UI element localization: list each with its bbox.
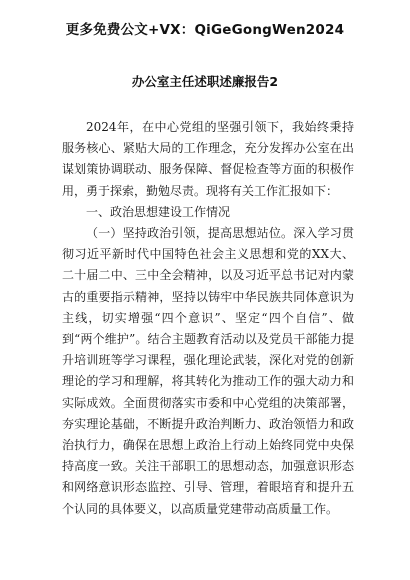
body-paragraph: （一）坚持政治引领，提高思想站位。深入学习贯彻习近平新时代中国特色社会主义思想和党的XX大、二十届二中、三中全会精神，以及习近平总书记对内蒙古的重要指示精神，坚持以铸牢中华民族共同体意识为主线，切实增强“四个意识”、坚定“四个自信”、做到“两个维护”。结合主题教育活动以及党员干部能力提升培训班等学习课程，强化理论武装，深化对党的创新理论的学习和理解，将其转化为推动工作的强大动力和实际成效。全面贯彻落实市委和中心党组的决策部署，夯实理论基础，不断提升政治判断力、政治领悟力和政治执行力，确保在思想上政治上行动上始终同党中央保持高度一致。关注干部职工的思想动态，加强意识形态和网络意识形态监控、引导、管理，着眼培育和提升五个认同的具体要义，以高质量党建带动高质量工作。 (62, 226, 354, 516)
promo-banner: 更多免费公文+VX：QiGeGongWen2024 (65, 22, 345, 38)
intro-paragraph: 2024年，在中心党组的坚强引领下，我始终秉持服务核心、紧贴大局的工作理念，充分发挥办公室在出谋划策协调联动、服务保障、督促检查等方面的积极作用，勇于探索，勤勉尽责。现将有关工作汇报如下： (62, 120, 354, 198)
document-body (62, 117, 354, 520)
document-title: 办公室主任述职述廉报告2 (131, 74, 279, 89)
section-heading: 一、政治思想建设工作情况 (86, 204, 231, 219)
